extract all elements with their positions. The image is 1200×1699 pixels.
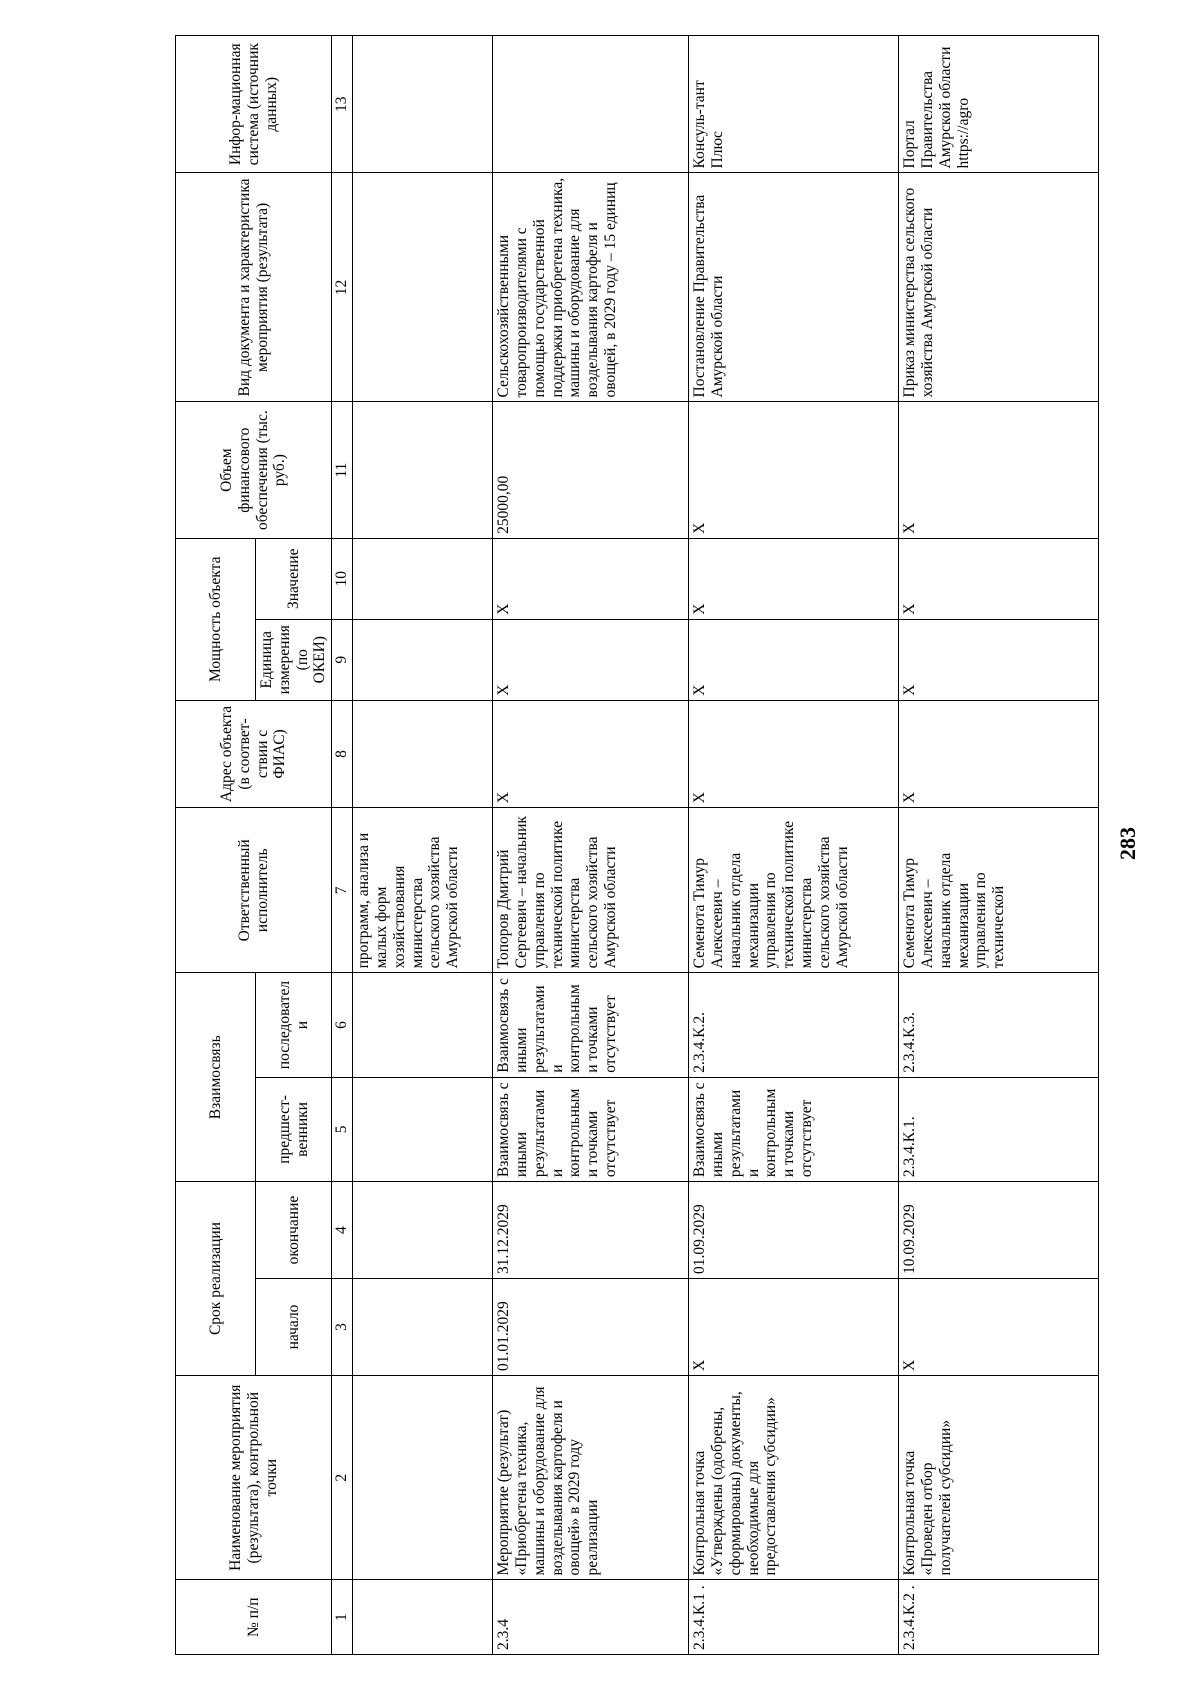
col-number: 11 xyxy=(332,402,353,538)
cell-succ: Взаимосвязь с иными результатами и контрольными точками отсутствует xyxy=(493,973,689,1077)
header-predecessors: предшест-венники xyxy=(256,1077,332,1181)
table-row xyxy=(353,36,493,1655)
header-end: окончание xyxy=(256,1182,332,1279)
cell-document: Сельскохозяйственными товаропроизводителями с помощью государственной поддержки приобретена техника, машины и оборудование для возделывания картофеля и овощей, в 2029 году – 15 единиц xyxy=(493,173,689,402)
col-number: 5 xyxy=(332,1077,353,1181)
cell-infosystem xyxy=(493,36,689,173)
cell-name xyxy=(353,1375,493,1580)
col-number: 4 xyxy=(332,1182,353,1279)
cell-responsible: программ, анализа и малых форм хозяйствования министерства сельского хозяйства Амурской области xyxy=(353,808,493,973)
cell-value xyxy=(353,538,493,619)
cell-start: X xyxy=(899,1279,1099,1376)
header-infosystem: Инфор-мационная система (источник данных) xyxy=(176,36,332,173)
cell-succ: 2.3.4.К.2. xyxy=(689,973,899,1077)
col-number: 10 xyxy=(332,538,353,619)
cell-name: Мероприятие (результат) «Приобретена техника, машины и оборудование для возделывания картофеля и овощей» в 2029 году реализации xyxy=(493,1375,689,1580)
cell-pred: Взаимосвязь с иными результатами и контрольными точками отсутствует xyxy=(493,1077,689,1181)
cell-start xyxy=(353,1279,493,1376)
cell-document xyxy=(353,173,493,402)
table-row xyxy=(493,36,689,1655)
cell-pred xyxy=(353,1077,493,1181)
cell-infosystem xyxy=(899,36,1099,173)
col-number: 3 xyxy=(332,1279,353,1376)
cell-value: X xyxy=(493,538,689,619)
col-number: 1 xyxy=(332,1580,353,1655)
cell-value: X xyxy=(689,538,899,619)
header-term: Срок реализации xyxy=(176,1182,256,1376)
cell-start: X xyxy=(689,1279,899,1376)
col-number: 8 xyxy=(332,700,353,808)
cell-finance: 25000,00 xyxy=(493,402,689,538)
cell-end: 01.09.2029 xyxy=(689,1182,899,1279)
cell-unit: X xyxy=(493,619,689,700)
cell-end: 31.12.2029 xyxy=(493,1182,689,1279)
col-number: 12 xyxy=(332,173,353,402)
cell-address: X xyxy=(493,700,689,808)
cell-end: 10.09.2029 xyxy=(899,1182,1099,1279)
cell-num xyxy=(353,1580,493,1655)
header-row-1 xyxy=(176,36,256,1655)
cell-responsible: Семенота Тимур Алексеевич – начальник отдела механизации управления по технической политике министерства сельского хозяйства Амурской области xyxy=(689,808,899,973)
header-document: Вид документа и характеристика мероприятия (результата) xyxy=(176,173,332,402)
header-finance: Объем финансового обеспечения (тыс. руб.) xyxy=(176,402,332,538)
cell-finance: X xyxy=(689,402,899,538)
cell-responsible: Топоров Дмитрий Сергеевич – начальник управления по технической политике министерства сельского хозяйства Амурской области xyxy=(493,808,689,973)
infosystem-text: Портал Правительства Амурской области https://agro xyxy=(901,46,972,169)
cell-name: Контрольная точка «Проведен отбор получателей субсидии» xyxy=(899,1375,1099,1580)
cell-start: 01.01.2029 xyxy=(493,1279,689,1376)
cell-succ: 2.3.4.К.3. xyxy=(899,973,1099,1077)
plan-table xyxy=(175,35,1099,1655)
cell-address: X xyxy=(899,700,1099,808)
cell-address: X xyxy=(689,700,899,808)
cell-infosystem: Консуль-тант Плюс xyxy=(689,36,899,173)
cell-document: Приказ министерства сельского хозяйства Амурской области xyxy=(899,173,1099,402)
header-power: Мощность объекта xyxy=(176,538,256,700)
header-address: Адрес объекта (в соответ-ствии с ФИАС) xyxy=(176,700,332,808)
cell-name: Контрольная точка «Утверждены (одобрены, сформированы) документы, необходимые для предоставления субсидии» xyxy=(689,1375,899,1580)
header-name: Наименование мероприятия (результата), контрольной точки xyxy=(176,1375,332,1580)
cell-unit: X xyxy=(689,619,899,700)
header-relation: Взаимосвязь xyxy=(176,973,256,1182)
col-number: 6 xyxy=(332,973,353,1077)
cell-infosystem xyxy=(353,36,493,173)
cell-address xyxy=(353,700,493,808)
header-num: № п/п xyxy=(176,1580,332,1655)
header-responsible: Ответственный исполнитель xyxy=(176,808,332,973)
cell-end xyxy=(353,1182,493,1279)
cell-document: Постановление Правительства Амурской области xyxy=(689,173,899,402)
table-stage xyxy=(175,35,1095,1655)
header-value: Значение xyxy=(256,538,332,619)
cell-finance: X xyxy=(899,402,1099,538)
col-number: 7 xyxy=(332,808,353,973)
header-unit: Единица измерения (по ОКЕИ) xyxy=(256,619,332,700)
col-number: 2 xyxy=(332,1375,353,1580)
table-row xyxy=(899,36,1099,1655)
col-number: 13 xyxy=(332,36,353,173)
header-successors: последователи xyxy=(256,973,332,1077)
cell-pred: Взаимосвязь с иными результатами и контрольными точками отсутствует xyxy=(689,1077,899,1181)
cell-num: 2.3.4 xyxy=(493,1580,689,1655)
cell-unit: X xyxy=(899,619,1099,700)
header-start: начало xyxy=(256,1279,332,1376)
cell-pred: 2.3.4.К.1. xyxy=(899,1077,1099,1181)
cell-finance xyxy=(353,402,493,538)
cell-value: X xyxy=(899,538,1099,619)
column-numbers-row xyxy=(332,36,353,1655)
cell-unit xyxy=(353,619,493,700)
cell-responsible: Семенота Тимур Алексеевич – начальник отдела механизации управления по технической xyxy=(899,808,1099,973)
cell-num: 2.3.4.К.1 . xyxy=(689,1580,899,1655)
page-number: 283 xyxy=(1115,827,1140,860)
cell-num: 2.3.4.К.2 . xyxy=(899,1580,1099,1655)
col-number: 9 xyxy=(332,619,353,700)
table-row xyxy=(689,36,899,1655)
cell-succ xyxy=(353,973,493,1077)
